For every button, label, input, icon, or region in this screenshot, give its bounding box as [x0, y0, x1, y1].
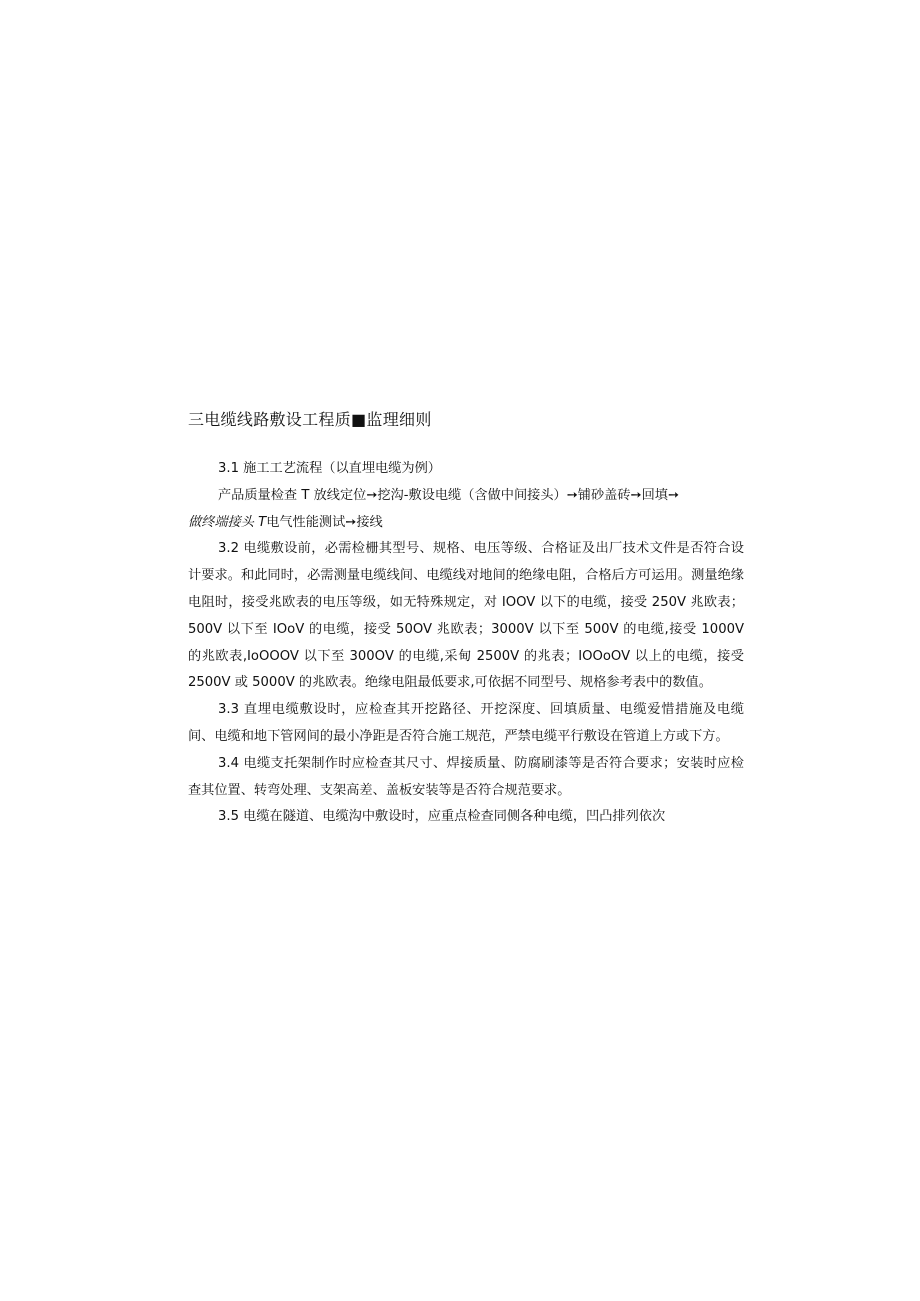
section-3-3-paragraph: 3.3 直埋电缆敷设时，应检查其开挖路径、开挖深度、回填质量、电缆爱惜措施及电缆间、电缆和地下管网间的最小净距是否符合施工规范，严禁电缆平行敷设在管道上方或下方。 — [188, 702, 744, 744]
process-flow-rest: 电气性能测试➙接线 — [266, 514, 383, 530]
process-flow-line-2 — [188, 510, 744, 537]
section-3-5-paragraph: 3.5 电缆在隧道、电缆沟中敷设时，应重点检查同侧各种电缆，凹凸排列依次 — [218, 809, 666, 825]
section-3-4-paragraph: 3.4 电缆支托架制作时应检查其尺寸、焊接质量、防腐刷漆等是否符合要求；安装时应检查其位置、转弯处理、支架高差、盖板安装等是否符合规范要求。 — [188, 755, 744, 798]
document-title: 三电缆线路敷设工程质■监理细则 — [188, 410, 432, 429]
document-body — [188, 456, 744, 831]
section-3-2-paragraph: 3.2 电缆敷设前，必需检栅其型号、规格、电压等级、合格证及出厂技术文件是否符合设计要求。和此同时，必需测量电缆线间、电缆线对地间的绝缘电阻，合格后方可运用。测量绝缘电阻时，接受兆欧表的电压等级，如无特殊规定，对 IOOV 以下的电缆，接受 250V 兆欧表；500V 以下至 IOoV 的电缆，接受 50OV 兆欧表；3000V 以下至 500V 的电缆,接受 1000V 的兆欧表,IoOOOV 以下至 300OV 的电缆,采甸 2500V 的兆表；IOOoOV 以上的电缆，接受 2500V 或 5000V 的兆欧表。绝缘电阻最低要求,可依据不同型号、规格参考表中的数值。 — [188, 541, 744, 691]
section-3-1-heading: 3.1 施工工艺流程（以直埋电缆为例） — [218, 461, 441, 476]
process-flow-line-1: 产品质量检查 T 放线定位➙挖沟-敷设电缆（含做中间接头）➙铺砂盖砖➙回填➙ — [218, 487, 680, 503]
process-flow-italic-step: 做终端接头 T — [188, 514, 267, 530]
